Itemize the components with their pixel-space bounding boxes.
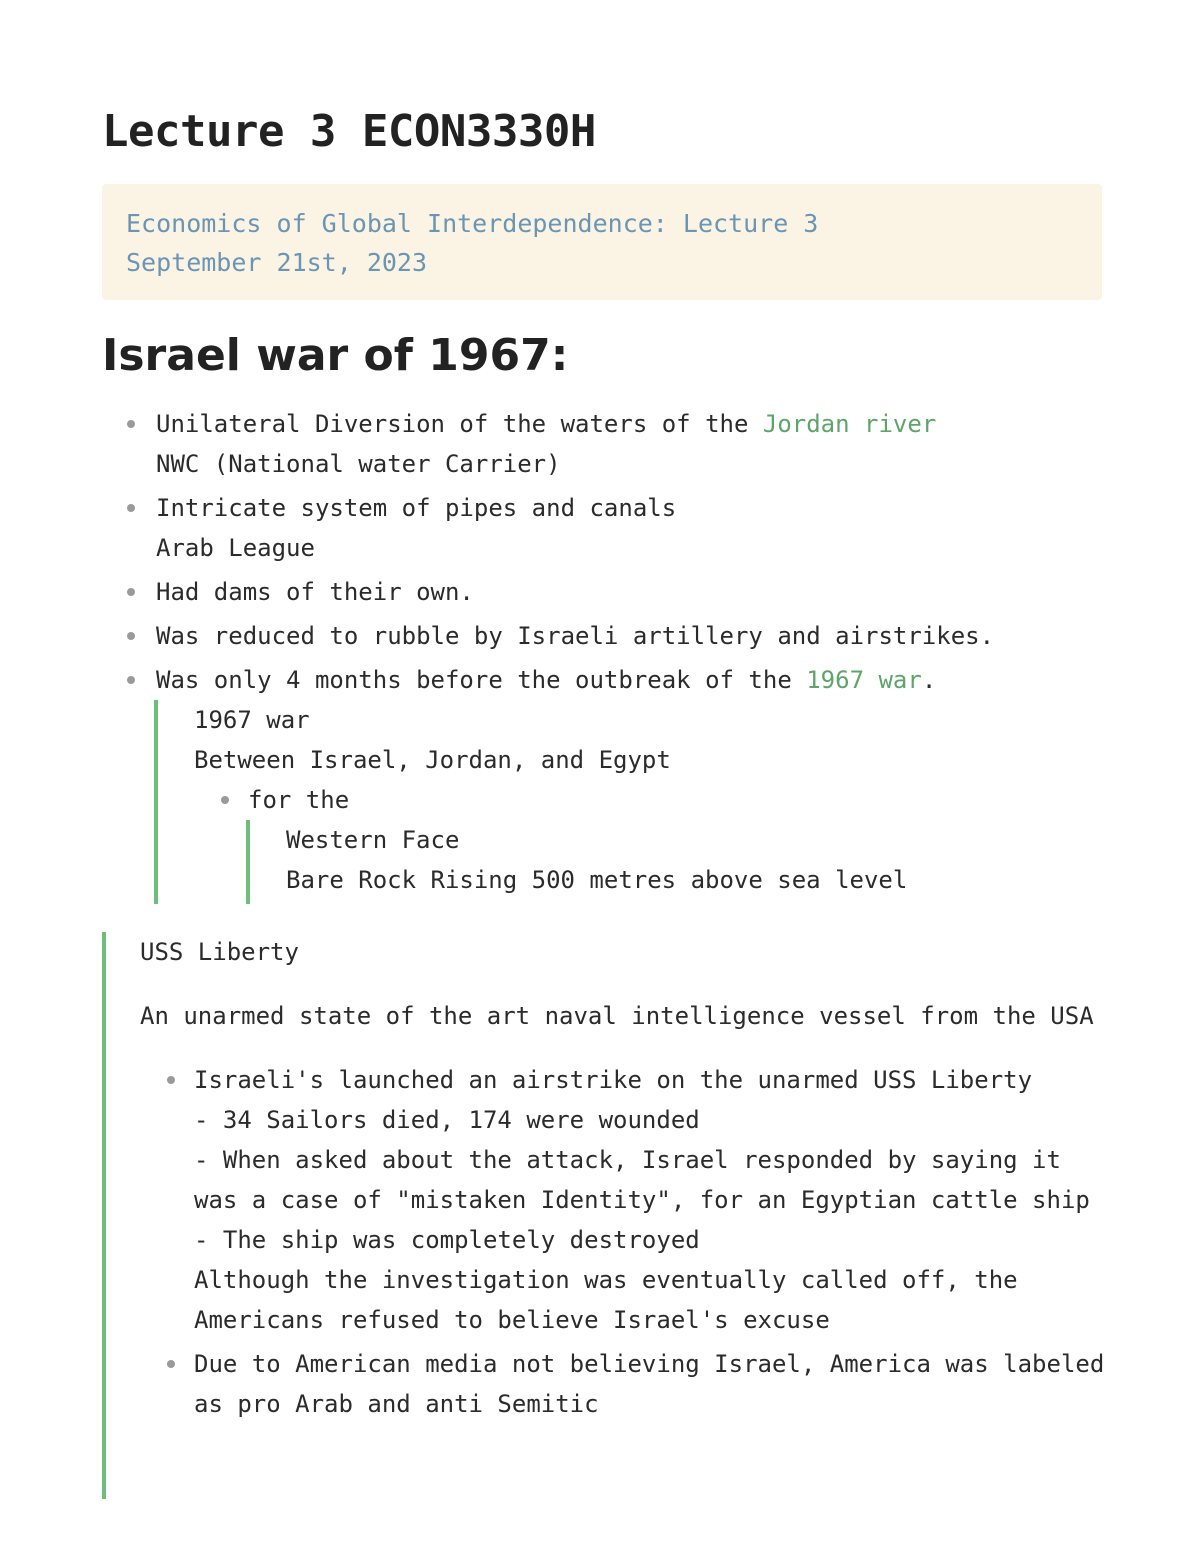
- bullet-text: Unilateral Diversion of the waters of the: [156, 410, 763, 438]
- bullet-subline: as pro Arab and anti Semitic: [194, 1390, 599, 1418]
- bullet-subline: - 34 Sailors died, 174 were wounded: [194, 1106, 700, 1134]
- bullet-text: for the: [248, 786, 350, 814]
- list-item: [156, 572, 1102, 612]
- list-item: [248, 780, 1102, 904]
- bullet-subline: - When asked about the attack, Israel responded by saying it: [194, 1146, 1061, 1174]
- list-item: [156, 616, 1102, 656]
- jordan-river-link[interactable]: Jordan river: [762, 410, 937, 438]
- list-item: [156, 488, 1102, 568]
- bullet-text: Had dams of their own.: [156, 578, 474, 606]
- liberty-bullet-list: [140, 1060, 1105, 1424]
- war-quote-block: [154, 700, 1102, 904]
- list-item: [194, 1344, 1105, 1424]
- bullet-subline: was a case of "mistaken Identity", for an Egyptian cattle ship: [194, 1186, 1090, 1214]
- bullet-text: Israeli's launched an airstrike on the unarmed USS Liberty: [194, 1066, 1033, 1094]
- bullet-subline: Americans refused to believe Israel's excuse: [194, 1306, 830, 1334]
- nested-bullet-list: [194, 780, 1102, 904]
- list-item: [156, 404, 1102, 484]
- section-heading: Israel war of 1967:: [102, 330, 569, 381]
- bullet-text: Intricate system of pipes and canals: [156, 494, 677, 522]
- quote-line: Western Face: [286, 826, 460, 854]
- bullet-subline: Although the investigation was eventually called off, the: [194, 1266, 1018, 1294]
- bullet-text: Due to American media not believing Israel, America was labeled: [194, 1350, 1105, 1378]
- quote-line: Between Israel, Jordan, and Egypt: [194, 746, 671, 774]
- bullet-subline: NWC (National water Carrier): [156, 450, 561, 478]
- liberty-description: An unarmed state of the art naval intelligence vessel from the USA: [140, 1002, 1094, 1030]
- bullet-text: Was only 4 months before the outbreak of the: [156, 666, 807, 694]
- bullet-suffix: .: [921, 666, 937, 694]
- list-item: [194, 1060, 1102, 1340]
- callout-course-line: Economics of Global Interdependence: Lecture 3: [126, 209, 819, 238]
- main-bullet-list: [102, 404, 1102, 904]
- bullet-text: Was reduced to rubble by Israeli artillery and airstrikes.: [156, 622, 995, 650]
- lecture-info-callout: [102, 184, 1102, 300]
- document-page: [102, 100, 1102, 904]
- list-item: [156, 660, 1102, 904]
- 1967-war-link[interactable]: 1967 war: [806, 666, 922, 694]
- bullet-subline: Arab League: [156, 534, 315, 562]
- bullet-subline: - The ship was completely destroyed: [194, 1226, 700, 1254]
- uss-liberty-quote-block: [102, 932, 1105, 1499]
- quote-line: Bare Rock Rising 500 metres above sea level: [286, 866, 908, 894]
- callout-date-line: September 21st, 2023: [126, 248, 428, 277]
- nested-quote-block: [246, 820, 1102, 904]
- quote-line: 1967 war: [194, 706, 310, 734]
- liberty-heading: USS Liberty: [140, 938, 299, 966]
- page-title: Lecture 3 ECON3330H: [102, 106, 596, 157]
